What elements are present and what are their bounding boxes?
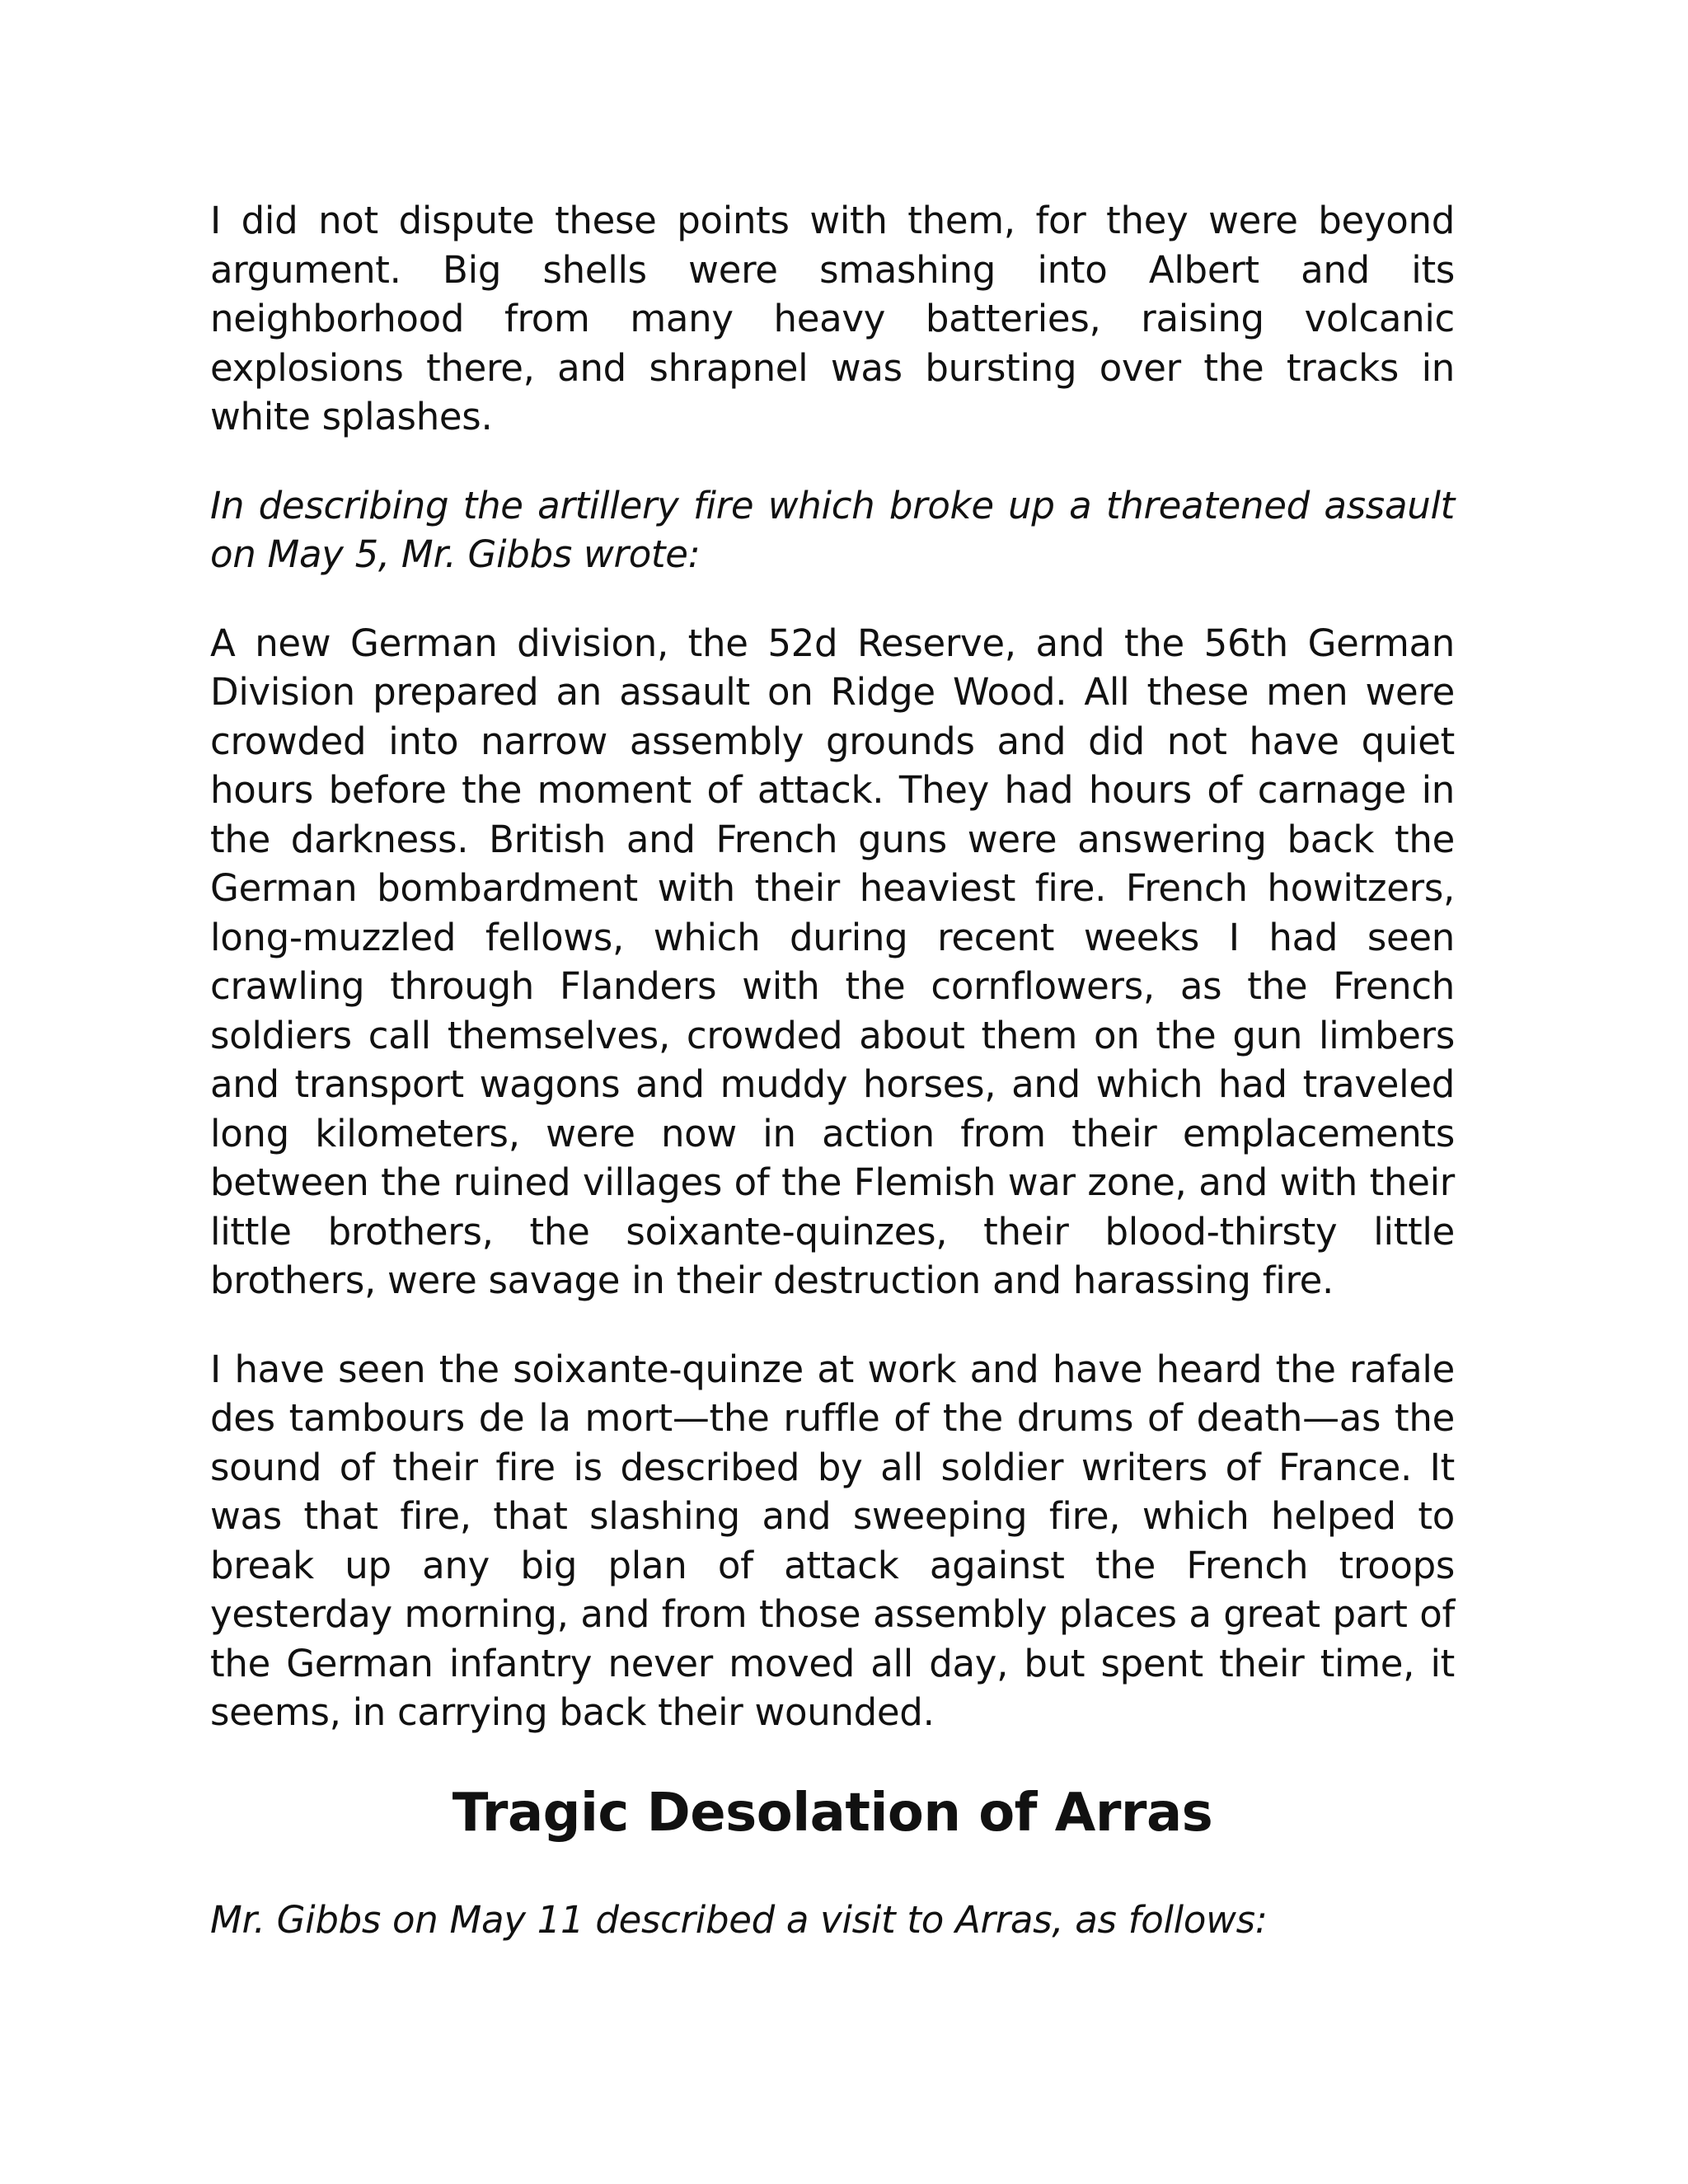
document-page xyxy=(210,196,1455,1984)
paragraph-artillery-intro: In describing the artillery fire which broke up a threatened assault on May 5, Mr. Gibbs wrote: xyxy=(210,483,1455,576)
section-heading: Tragic Desolation of Arras xyxy=(452,1782,1213,1844)
paragraph-soixante-quinze: I have seen the soixante-quinze at work and have heard the rafale des tambours de la mort—the ruffle of the drums of death—as the sound of their fire is described by all soldier writers of France. It was that fire, that slashing and sweeping fire, which helped to break up any big plan of attack against the French troops yesterday morning, and from those assembly places a great part of the German infantry never moved all day, but spent their time, it seems, in carrying back their wounded. xyxy=(210,1347,1455,1734)
paragraph-albert-shelling: I did not dispute these points with them, for they were beyond argument. Big shells were smashing into Albert and its neighborhood from many heavy batteries, raising volcanic explosions there, and shrapnel was bursting over the tracks in white splashes. xyxy=(210,199,1455,438)
paragraph-arras-visit: Mr. Gibbs on May 11 described a visit to Arras, as follows: xyxy=(210,1897,1268,1942)
paragraph-ridge-wood-assault: A new German division, the 52d Reserve, and the 56th German Division prepared an assault on Ridge Wood. All these men were crowded into narrow assembly grounds and did not have quiet hours before the moment of attack. They had hours of carnage in the darkness. British and French guns were answering back the German bombardment with their heaviest fire. French howitzers, long-muzzled fellows, which during recent weeks I had seen crawling through Flanders with the cornflowers, as the French soldiers call themselves, crowded about them on the gun limbers and transport wagons and muddy horses, and which had traveled long kilometers, were now in action from their emplacements between the ruined villages of the Flemish war zone, and with their little brothers, the soixante-quinzes, their blood-thirsty little brothers, were savage in their destruction and harassing fire. xyxy=(210,621,1455,1302)
